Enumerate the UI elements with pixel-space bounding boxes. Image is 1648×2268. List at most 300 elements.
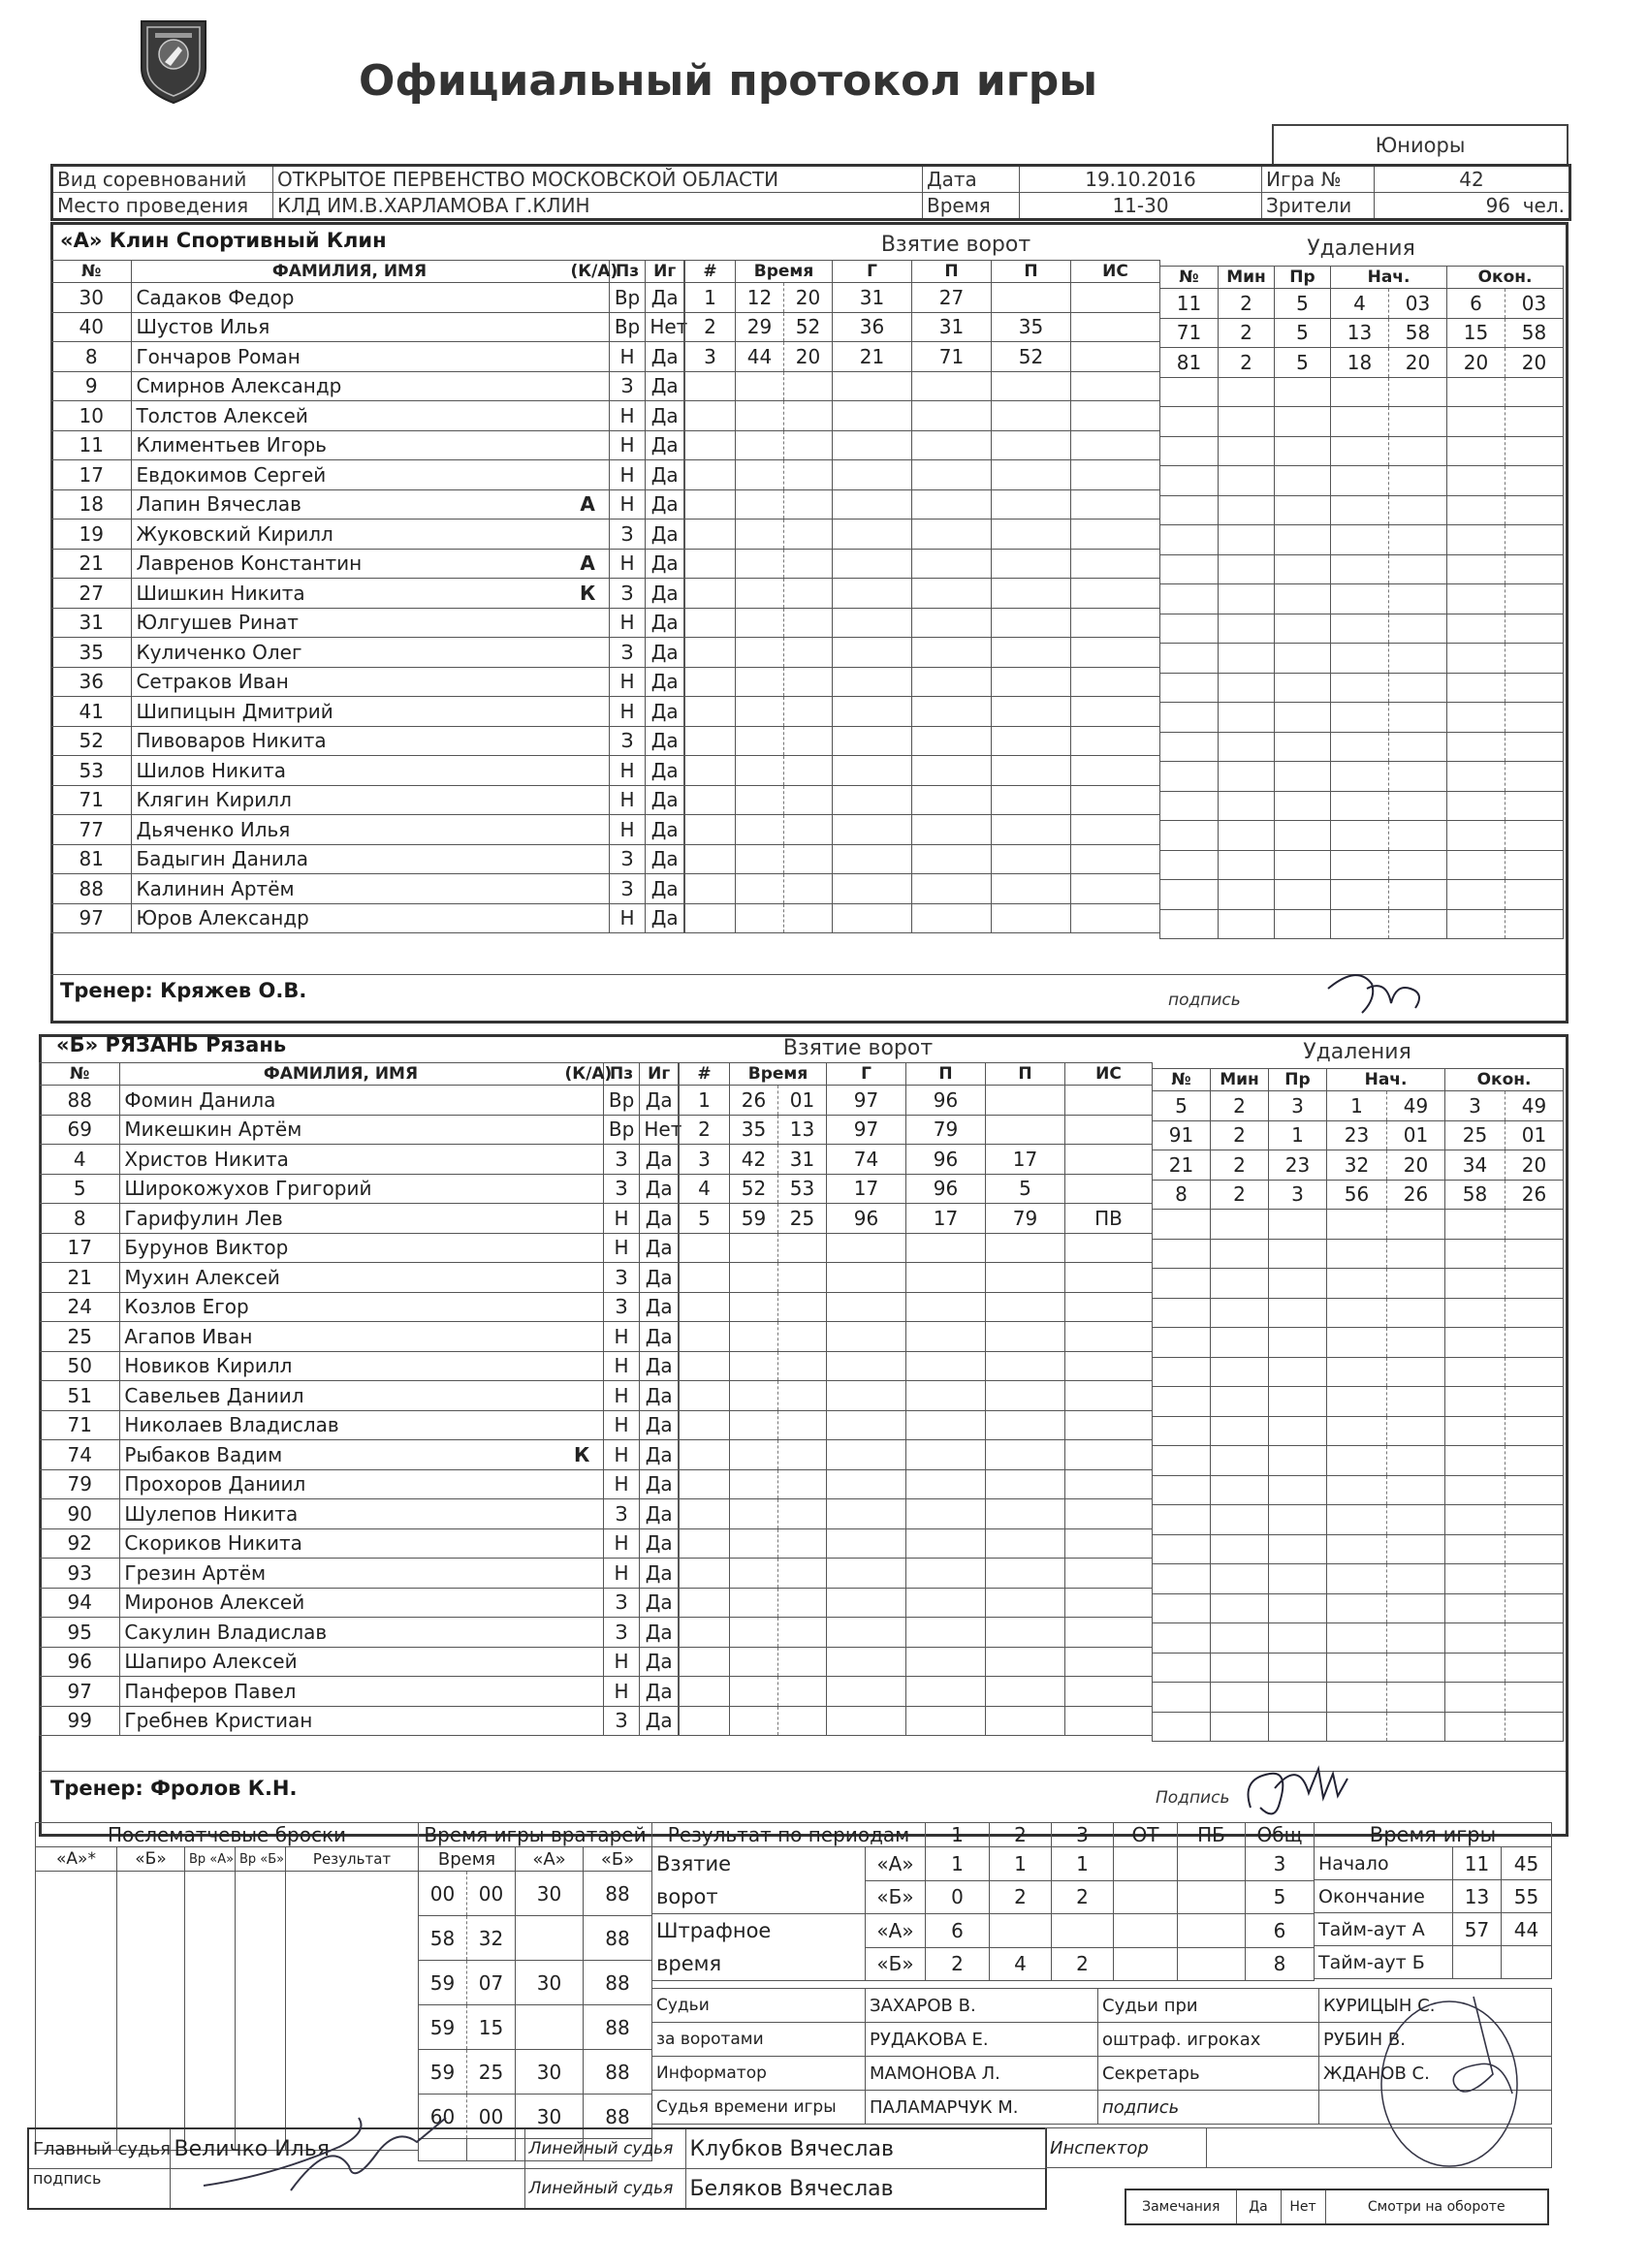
player-row (40, 1381, 679, 1411)
player-position: З (603, 1588, 640, 1618)
penalty-row (1160, 791, 1564, 821)
player-name: Мухин Алексей (120, 1263, 561, 1293)
goalie-b: 88 (584, 1872, 652, 1916)
goal-assist-1 (912, 815, 992, 845)
player-name: Клягин Кирилл (132, 785, 567, 815)
player-played: Да (646, 579, 684, 609)
goal-assist-2: 79 (986, 1204, 1065, 1234)
player-number: 74 (40, 1440, 120, 1470)
penalty-start-min (1331, 614, 1389, 644)
date-label: Дата (923, 166, 1020, 193)
period-value: 2 (1052, 1880, 1114, 1914)
col-pos: Пз (609, 261, 646, 283)
player-row (40, 1528, 679, 1559)
goalie-b: 88 (584, 2050, 652, 2095)
remarks-yes[interactable]: Да (1236, 2189, 1281, 2224)
goal-number (685, 608, 736, 638)
goal-row (680, 1322, 1153, 1352)
penalty-reason (1269, 1210, 1327, 1240)
player-played: Да (640, 1174, 679, 1204)
shootout-col: Результат (286, 1847, 419, 1872)
informer-value: МАМОНОВА Л. (866, 2057, 1098, 2091)
goal-assist-1 (912, 785, 992, 815)
penalty-row (1160, 377, 1564, 407)
penalty-end-min (1445, 1416, 1505, 1446)
penalty-player (1160, 909, 1219, 939)
penalty-reason: 1 (1269, 1120, 1327, 1150)
goal-assist-1 (906, 1499, 986, 1529)
goal-assist-1 (906, 1469, 986, 1499)
goal-situation (1065, 1677, 1153, 1707)
player-row (40, 1499, 679, 1529)
player-played: Да (646, 520, 684, 550)
player-name: Панферов Павел (120, 1677, 561, 1707)
player-name: Толстов Алексей (132, 401, 567, 431)
penalty-row (1160, 909, 1564, 939)
period-col: 2 (990, 1823, 1052, 1847)
goal-second (784, 785, 833, 815)
goal-number (680, 1410, 730, 1440)
goal-assist-2 (992, 667, 1071, 697)
goalie-time-min: 59 (419, 1961, 467, 2005)
penalty-start-min (1327, 1210, 1387, 1240)
period-row-label: Штрафное (652, 1914, 866, 1948)
penalty-minutes (1211, 1534, 1269, 1564)
goal-assist-1: 96 (906, 1174, 986, 1204)
player-role (566, 874, 609, 904)
goal-number (685, 371, 736, 401)
col-situation: ИС (1071, 261, 1160, 283)
goal-scorer (833, 667, 912, 697)
goal-assist-2 (986, 1410, 1065, 1440)
col-name: ФАМИЛИЯ, ИМЯ (120, 1063, 561, 1086)
player-role (566, 520, 609, 550)
goal-assist-2: 5 (986, 1174, 1065, 1204)
penalty-end-sec (1505, 377, 1564, 407)
penalty-start-min (1327, 1653, 1387, 1683)
player-row (51, 638, 684, 668)
player-name: Дьяченко Илья (132, 815, 567, 845)
goal-second: 25 (778, 1204, 827, 1234)
player-played: Да (646, 638, 684, 668)
player-played: Да (640, 1351, 679, 1381)
goal-assist-2 (986, 1499, 1065, 1529)
penalty-minutes (1219, 644, 1275, 674)
player-number: 90 (40, 1499, 120, 1529)
penalty-start-min (1331, 466, 1389, 496)
goal-number (685, 667, 736, 697)
goal-situation (1071, 371, 1160, 401)
goal-assist-2 (992, 520, 1071, 550)
col-pen-reason: Пр (1269, 1069, 1327, 1091)
penalty-start-sec: 20 (1387, 1150, 1445, 1181)
penalty-end-min (1445, 1446, 1505, 1476)
player-row (51, 371, 684, 401)
penalty-start-min (1331, 850, 1389, 880)
goal-assist-1 (906, 1528, 986, 1559)
goal-number (680, 1677, 730, 1707)
player-role (561, 1469, 604, 1499)
col-pen-min: Мин (1211, 1069, 1269, 1091)
player-played: Да (646, 608, 684, 638)
penalty-end-sec: 26 (1505, 1180, 1564, 1210)
player-name: Агапов Иван (120, 1322, 561, 1352)
goal-situation (1071, 460, 1160, 490)
penalty-start-sec (1387, 1683, 1445, 1713)
penalty-player (1153, 1653, 1211, 1683)
goal-minute (730, 1706, 778, 1736)
goal-scorer (833, 785, 912, 815)
team-a-penalties (1159, 266, 1564, 939)
penalty-row (1160, 614, 1564, 644)
player-played: Да (646, 903, 684, 933)
goal-row (680, 1677, 1153, 1707)
penalty-end-sec (1505, 673, 1564, 703)
goal-row (680, 1086, 1153, 1116)
penalty-end-min (1447, 436, 1505, 466)
goal-assist-1 (906, 1322, 986, 1352)
goal-situation (1071, 489, 1160, 520)
player-name: Фомин Данила (120, 1086, 561, 1116)
goal-assist-2 (992, 371, 1071, 401)
goal-assist-1 (912, 579, 992, 609)
period-value (1178, 1914, 1246, 1948)
goal-scorer (833, 874, 912, 904)
goal-second (778, 1410, 827, 1440)
penalty-end-min (1447, 762, 1505, 792)
goal-scorer (827, 1588, 906, 1618)
penalty-row (1153, 1593, 1564, 1623)
goal-assist-2 (986, 1647, 1065, 1677)
goal-row (680, 1559, 1153, 1589)
player-played: Да (646, 844, 684, 874)
penalty-reason (1269, 1683, 1327, 1713)
penalty-start-sec (1389, 791, 1447, 821)
player-name: Рыбаков Вадим (120, 1440, 561, 1470)
player-role (561, 1588, 604, 1618)
goal-assist-2 (986, 1292, 1065, 1322)
team-b-roster (39, 1062, 682, 1736)
col-ka: (К/А) (566, 261, 609, 283)
goal-scorer (827, 1499, 906, 1529)
goal-second (784, 549, 833, 579)
goal-minute (730, 1588, 778, 1618)
period-col: 1 (926, 1823, 990, 1847)
goal-situation (1071, 697, 1160, 727)
player-row (40, 1145, 679, 1175)
goal-row (680, 1469, 1153, 1499)
player-number: 88 (40, 1086, 120, 1116)
penalty-minutes (1211, 1505, 1269, 1535)
goal-situation (1065, 1528, 1153, 1559)
goal-assist-2: 17 (986, 1145, 1065, 1175)
player-number: 50 (40, 1351, 120, 1381)
penalty-player (1153, 1210, 1211, 1240)
team-b-coach: Тренер: Фролов К.Н. (50, 1777, 298, 1800)
goal-situation (1065, 1086, 1153, 1116)
penalty-reason (1275, 732, 1331, 762)
goal-row (685, 844, 1160, 874)
player-row (40, 1706, 679, 1736)
penalty-end-sec (1505, 732, 1564, 762)
goalie-time-min: 59 (419, 2005, 467, 2050)
penalty-player: 71 (1160, 318, 1219, 348)
penalty-reason (1275, 821, 1331, 851)
penalty-row (1160, 289, 1564, 319)
penalty-start-min: 13 (1331, 318, 1389, 348)
penalty-start-sec (1389, 850, 1447, 880)
player-position: Н (609, 460, 646, 490)
goal-second (778, 1499, 827, 1529)
penalty-row (1153, 1564, 1564, 1594)
penalty-end-sec (1505, 1593, 1564, 1623)
player-role (561, 1677, 604, 1707)
goal-assist-1 (912, 756, 992, 786)
penalty-end-sec: 01 (1505, 1120, 1564, 1150)
player-row (51, 460, 684, 490)
penalty-row (1153, 1653, 1564, 1683)
player-role (566, 756, 609, 786)
player-number: 24 (40, 1292, 120, 1322)
player-position: Н (609, 430, 646, 460)
goal-second (784, 756, 833, 786)
goalie-a: 30 (516, 2050, 584, 2095)
player-name: Грезин Артём (120, 1559, 561, 1589)
player-name: Климентьев Игорь (132, 430, 567, 460)
penalty-start-min (1331, 554, 1389, 584)
penalty-minutes (1211, 1446, 1269, 1476)
goal-row (680, 1351, 1153, 1381)
penalty-row (1160, 821, 1564, 851)
player-name: Евдокимов Сергей (132, 460, 567, 490)
goal-number (680, 1647, 730, 1677)
goal-minute: 26 (730, 1086, 778, 1116)
penalty-minutes: 2 (1211, 1120, 1269, 1150)
period-row (652, 1947, 1315, 1981)
period-value (1114, 1914, 1178, 1948)
player-row (40, 1647, 679, 1677)
player-position: Н (609, 785, 646, 815)
team-a-roster (50, 260, 688, 933)
goal-row (680, 1647, 1153, 1677)
penalty-start-min (1327, 1416, 1387, 1446)
goal-scorer (833, 430, 912, 460)
player-row (40, 1233, 679, 1263)
penalty-start-sec (1387, 1239, 1445, 1269)
penalty-end-sec (1505, 466, 1564, 496)
player-position: Н (609, 608, 646, 638)
penalty-end-min (1445, 1593, 1505, 1623)
goal-row (685, 401, 1160, 431)
team-b-goals (679, 1062, 1153, 1736)
penalty-row (1153, 1623, 1564, 1654)
penalty-start-min (1327, 1712, 1387, 1742)
penalty-reason (1269, 1653, 1327, 1683)
goalie-b: 88 (584, 1916, 652, 1961)
player-number: 11 (51, 430, 132, 460)
penalty-start-sec (1387, 1505, 1445, 1535)
goalie-time-min: 00 (419, 1872, 467, 1916)
goal-scorer (827, 1469, 906, 1499)
goal-minute (736, 697, 784, 727)
penalty-player (1160, 791, 1219, 821)
player-position: З (609, 874, 646, 904)
goal-scorer (827, 1381, 906, 1411)
goal-assist-1 (912, 520, 992, 550)
shootout-col: Вр «Б» (236, 1847, 286, 1872)
goal-minute (730, 1233, 778, 1263)
penalty-player (1160, 436, 1219, 466)
player-position: Вр (603, 1115, 640, 1145)
goal-minute (736, 608, 784, 638)
penalty-end-sec: 49 (1505, 1091, 1564, 1121)
goal-scorer (827, 1292, 906, 1322)
player-position: Н (609, 697, 646, 727)
goal-minute (730, 1322, 778, 1352)
goal-row (685, 283, 1160, 313)
goal-second (784, 579, 833, 609)
goal-scorer: 17 (827, 1174, 906, 1204)
goal-situation (1065, 1115, 1153, 1145)
penalty-player (1160, 377, 1219, 407)
penalty-end-sec (1505, 791, 1564, 821)
penalty-row (1153, 1505, 1564, 1535)
goal-assist-1 (906, 1351, 986, 1381)
period-row-label: Взятие (652, 1847, 866, 1881)
goal-number (685, 815, 736, 845)
goal-situation (1065, 1618, 1153, 1648)
goal-situation (1065, 1292, 1153, 1322)
goal-minute: 12 (736, 283, 784, 313)
goal-scorer (833, 549, 912, 579)
player-number: 79 (40, 1469, 120, 1499)
goal-row (680, 1381, 1153, 1411)
penalty-start-min: 18 (1331, 348, 1389, 378)
goal-minute (736, 549, 784, 579)
player-role (566, 844, 609, 874)
penalty-end-sec (1505, 821, 1564, 851)
penalty-minutes (1211, 1298, 1269, 1328)
goal-situation (1071, 283, 1160, 313)
player-name: Сетраков Иван (132, 667, 567, 697)
goal-assist-2 (992, 549, 1071, 579)
player-number: 97 (40, 1677, 120, 1707)
player-number: 30 (51, 283, 132, 313)
player-position: З (609, 638, 646, 668)
penalty-start-sec (1387, 1416, 1445, 1446)
penalty-player (1160, 407, 1219, 437)
goal-judges-label: Судьи (652, 1989, 866, 2023)
goal-second (778, 1469, 827, 1499)
team-a-coach: Тренер: Кряжев О.В. (60, 979, 307, 1002)
penalty-player (1153, 1446, 1211, 1476)
goal-number (680, 1618, 730, 1648)
player-row (40, 1559, 679, 1589)
goal-situation (1071, 667, 1160, 697)
game-time-minutes: 55 (1502, 1880, 1552, 1913)
goal-assist-2 (986, 1086, 1065, 1116)
penalty-minutes: 2 (1211, 1091, 1269, 1121)
penalty-end-min: 20 (1447, 348, 1505, 378)
penalty-row (1160, 644, 1564, 674)
goal-assist-2 (992, 726, 1071, 756)
goal-situation (1071, 726, 1160, 756)
player-played: Да (640, 1618, 679, 1648)
goal-second (778, 1528, 827, 1559)
penalty-player (1160, 554, 1219, 584)
penalty-minutes (1211, 1475, 1269, 1505)
goal-second (784, 874, 833, 904)
goal-scorer (833, 608, 912, 638)
goal-scorer (827, 1233, 906, 1263)
penalty-start-sec (1389, 466, 1447, 496)
player-played: Да (640, 1410, 679, 1440)
team-a-goals (684, 260, 1160, 933)
goalie-b: 88 (584, 2095, 652, 2139)
penalty-player: 91 (1153, 1120, 1211, 1150)
goal-minute (736, 726, 784, 756)
col-pen-end: Окон. (1447, 267, 1564, 289)
penalty-end-min (1445, 1269, 1505, 1299)
player-name: Широкожухов Григорий (120, 1174, 561, 1204)
penalty-judge-2: РУБИН В. (1319, 2023, 1552, 2057)
goal-number (680, 1292, 730, 1322)
goal-minute (736, 460, 784, 490)
penalty-row (1160, 525, 1564, 555)
category-box (1272, 124, 1569, 165)
goal-scorer (827, 1677, 906, 1707)
player-row (51, 815, 684, 845)
goal-assist-1 (906, 1647, 986, 1677)
player-number: 81 (51, 844, 132, 874)
penalty-end-sec (1505, 1475, 1564, 1505)
penalty-player (1160, 466, 1219, 496)
goalie-time-min: 60 (419, 2095, 467, 2139)
goal-minute (736, 489, 784, 520)
goal-assist-2: 52 (992, 342, 1071, 372)
player-role (566, 460, 609, 490)
col-assist-2: П (986, 1063, 1065, 1086)
col-scorer: Г (827, 1063, 906, 1086)
player-number: 96 (40, 1647, 120, 1677)
head-referee-label: Главный судья (28, 2128, 170, 2169)
penalty-minutes: 2 (1219, 318, 1275, 348)
goal-assist-1 (912, 401, 992, 431)
head-referee-signature (194, 2098, 465, 2205)
player-position: Н (603, 1381, 640, 1411)
goal-assist-2 (992, 785, 1071, 815)
penalty-start-sec (1389, 436, 1447, 466)
penalty-reason: 5 (1275, 348, 1331, 378)
remarks-no[interactable]: Нет (1281, 2189, 1325, 2224)
penalty-end-min (1447, 525, 1505, 555)
penalty-start-min (1327, 1505, 1387, 1535)
penalty-end-sec (1505, 880, 1564, 910)
period-value (1178, 1880, 1246, 1914)
penalty-end-sec (1505, 644, 1564, 674)
goal-situation (1065, 1145, 1153, 1175)
penalty-start-sec (1387, 1475, 1445, 1505)
penalty-start-min (1331, 732, 1389, 762)
player-name: Савельев Даниил (120, 1381, 561, 1411)
penalty-start-min (1331, 377, 1389, 407)
goal-situation (1065, 1410, 1153, 1440)
goal-scorer: 74 (827, 1145, 906, 1175)
penalty-row (1153, 1534, 1564, 1564)
goal-scorer: 21 (833, 342, 912, 372)
penalty-minutes (1219, 407, 1275, 437)
penalty-minutes (1219, 525, 1275, 555)
